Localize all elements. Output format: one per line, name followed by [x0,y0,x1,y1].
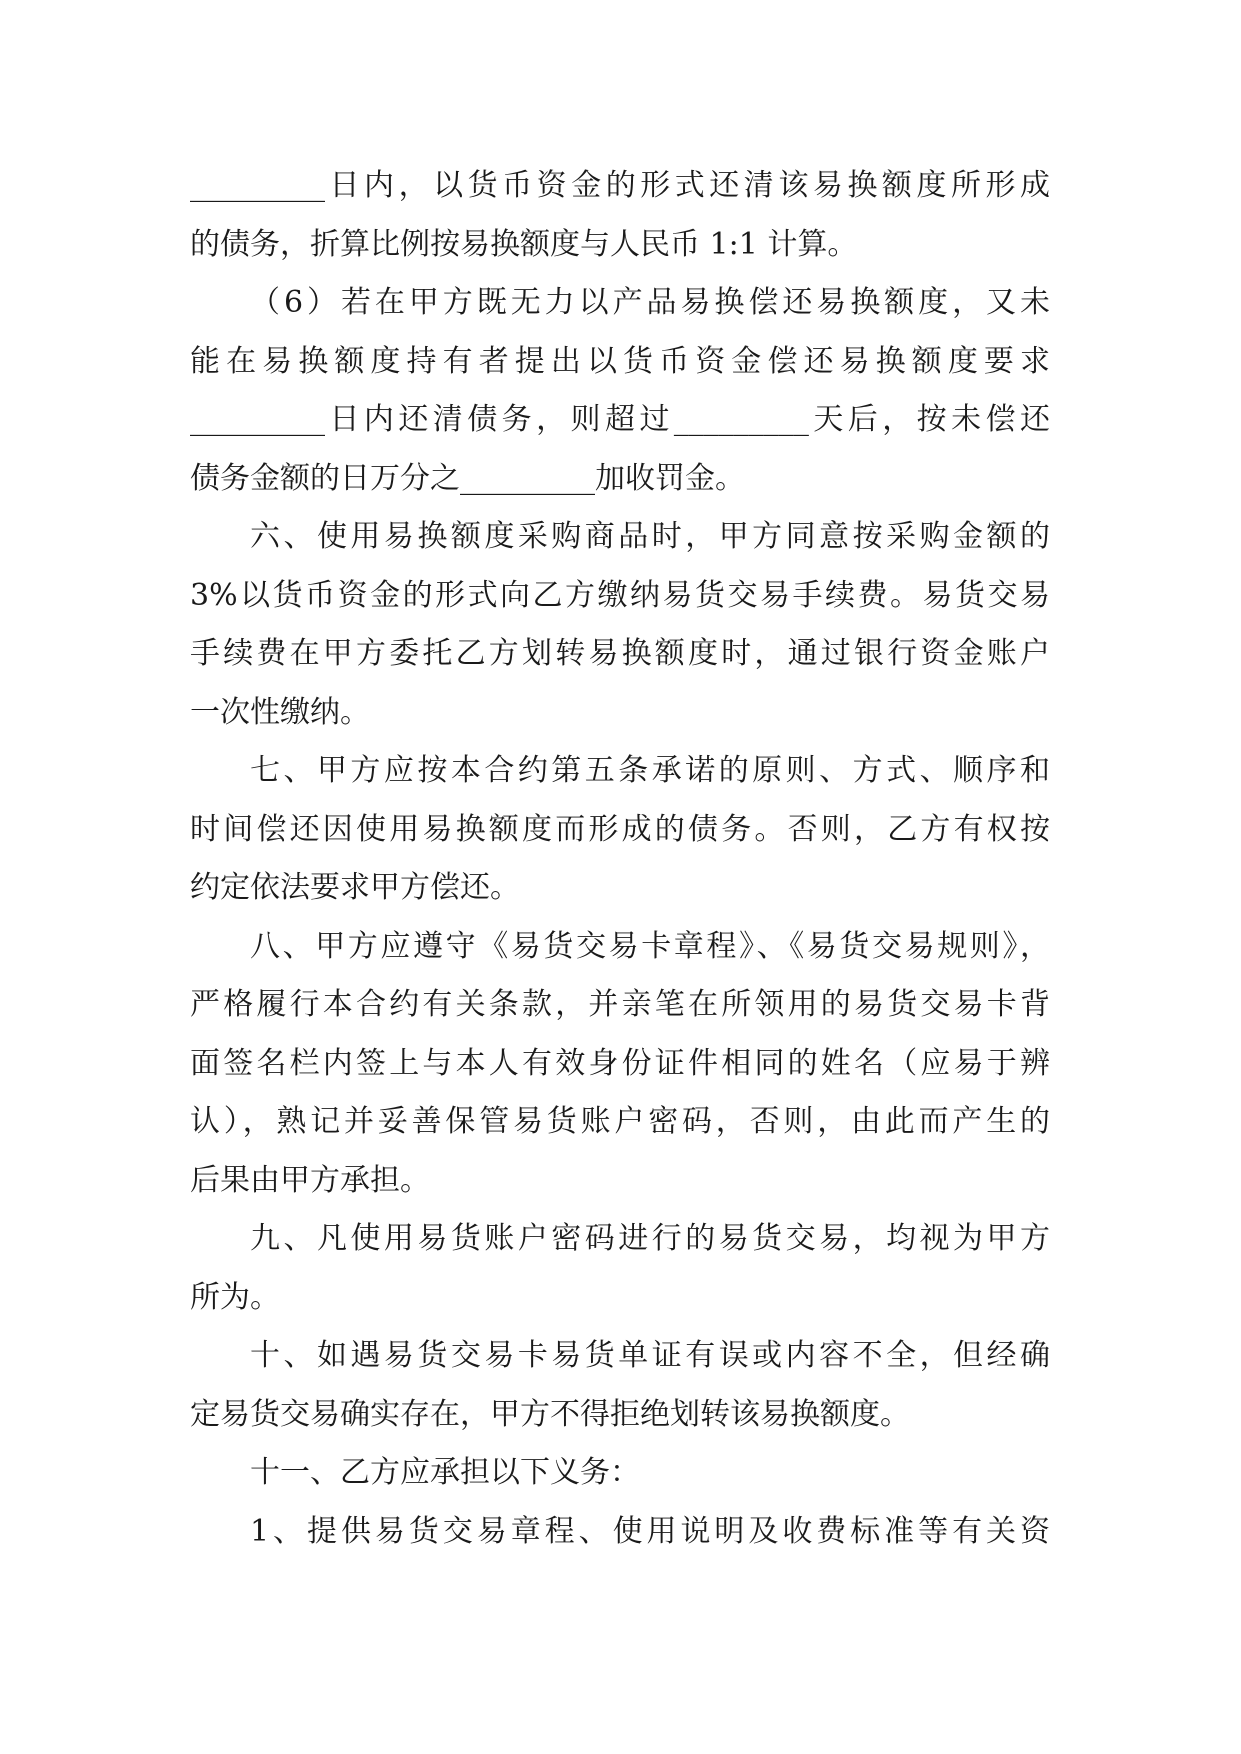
text-line: 所为。 [190,1279,280,1315]
text-line: （6）若在甲方既无力以产品易换偿还易换额度，又未 [250,285,1050,320]
text-line: 3%以货币资金的形式向乙方缴纳易货交易手续费。易货交易 [190,577,1050,613]
text-line: 九、凡使用易货账户密码进行的易货交易，均视为甲方 [250,1221,1050,1256]
text-line: _________日内还清债务，则超过_________天后，按未偿还 [190,402,1050,437]
text-line: 手续费在甲方委托乙方划转易换额度时，通过银行资金账户 [190,636,1050,671]
text-line: 时间偿还因使用易换额度而形成的债务。否则，乙方有权按 [190,811,1050,847]
text-line: _________日内，以货币资金的形式还清该易换额度所形成 [190,168,1050,203]
text-line: 七、甲方应按本合约第五条承诺的原则、方式、顺序和 [250,753,1050,788]
text-line: 定易货交易确实存在，甲方不得拒绝划转该易换额度。 [190,1396,910,1432]
text-line: 六、使用易换额度采购商品时，甲方同意按采购金额的 [250,519,1050,554]
text-line: 一次性缴纳。 [190,694,370,730]
document-body [190,157,1050,1561]
text-line: 的债务，折算比例按易换额度与人民币 1:1 计算。 [190,226,858,262]
text-line: 债务金额的日万分之_________加收罚金。 [190,460,745,496]
text-line: 十、如遇易货交易卡易货单证有误或内容不全，但经确 [250,1338,1050,1373]
text-line: 严格履行本合约有关条款，并亲笔在所领用的易货交易卡背 [190,987,1050,1022]
text-line: 能在易换额度持有者提出以货币资金偿还易换额度要求 [190,343,1050,379]
text-line: 认），熟记并妥善保管易货账户密码，否则，由此而产生的 [190,1104,1050,1139]
text-line: 1、提供易货交易章程、使用说明及收费标准等有关资 [250,1513,1050,1549]
text-line: 十一、乙方应承担以下义务： [250,1455,640,1490]
text-line: 后果由甲方承担。 [190,1162,430,1198]
text-line: 面签名栏内签上与本人有效身份证件相同的姓名（应易于辨 [190,1045,1050,1081]
text-line: 八、甲方应遵守《易货交易卡章程》、《易货交易规则》， [250,928,1050,964]
text-line: 约定依法要求甲方偿还。 [190,870,520,905]
